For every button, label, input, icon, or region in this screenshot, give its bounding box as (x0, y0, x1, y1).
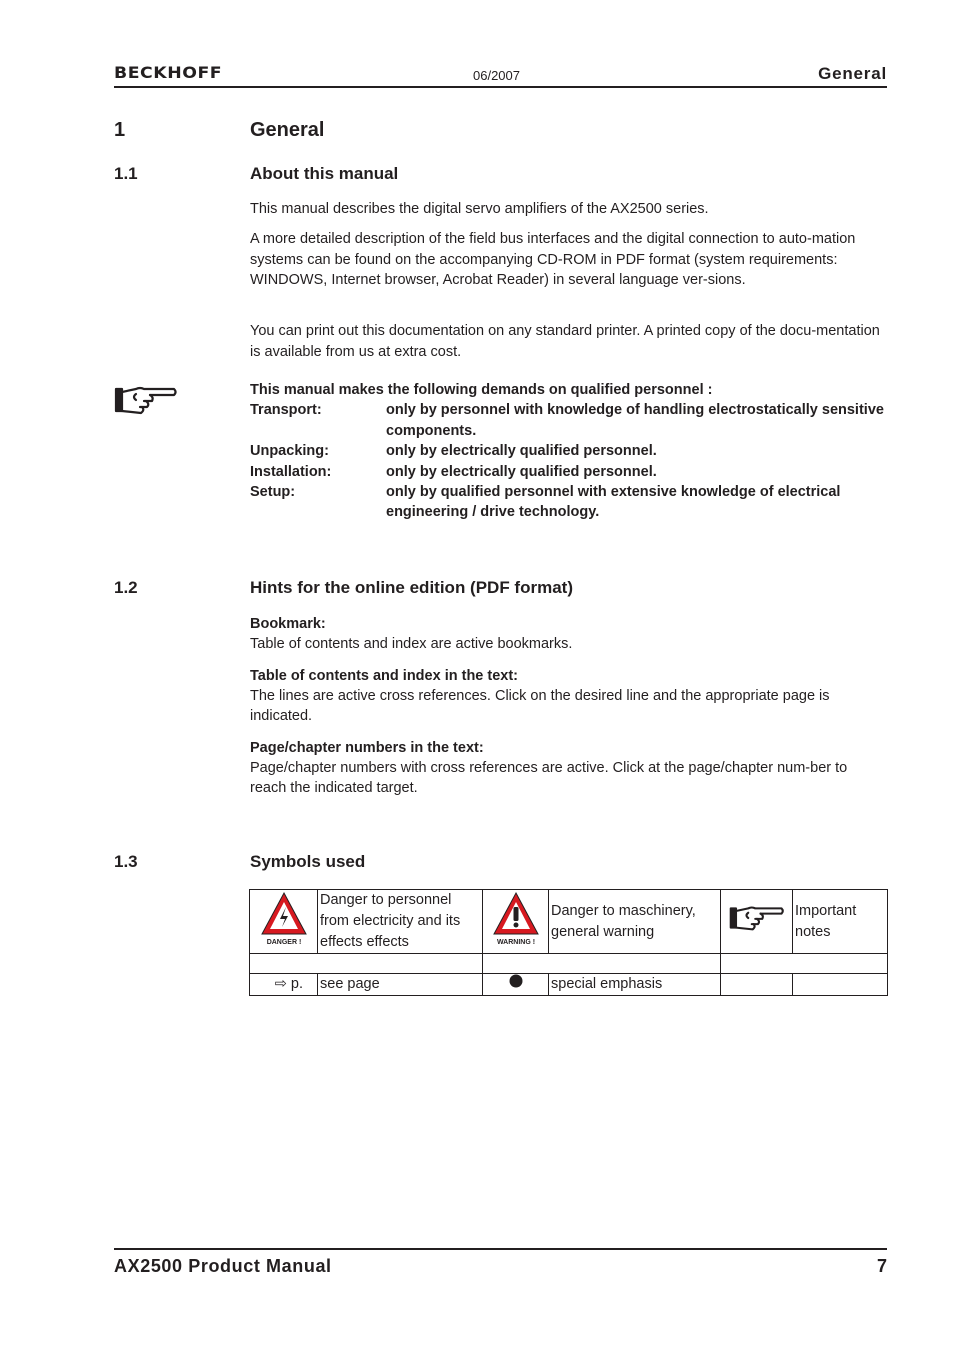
paragraph: This manual describes the digital servo amplifiers of the AX2500 series. (250, 201, 709, 217)
header-section: General (818, 64, 887, 83)
page-number: 7 (876, 1256, 887, 1276)
qualified-personnel-note (250, 380, 886, 523)
header-date: 06/2007 (473, 68, 520, 83)
hint-block: Bookmark: Table of contents and index are active bookmarks. (250, 616, 573, 652)
brand-logo: BECKHOFF (114, 63, 223, 82)
chapter-title: General (250, 119, 325, 141)
page-ref-description: see page (318, 974, 483, 996)
empty-cell (793, 974, 888, 996)
header-rule (114, 86, 887, 88)
paragraph: A more detailed description of the field bus interfaces and the digital connection to auto-mation systems can be found on the accompanying CD-ROM in PDF format (system requirements: WINDOWS, Internet browser, Acrobat Reader) in several language ver-sions. (250, 231, 856, 289)
hint-block: Table of contents and index in the text: The lines are active cross references. Click on the desired line and the appropriate page is indicated. (250, 668, 830, 724)
section-title: Hints for the online edition (PDF format) (250, 578, 573, 597)
section-number: 1.3 (114, 852, 138, 871)
important-notes-icon (721, 890, 793, 954)
pointing-hand-icon (114, 383, 178, 422)
svg-text:DANGER !: DANGER ! (266, 939, 301, 946)
danger-icon (250, 890, 318, 954)
section-number: 1.1 (114, 164, 138, 183)
footer-rule (114, 1248, 887, 1250)
note-item: Unpacking: only by electrically qualified personnel. (250, 443, 657, 460)
chapter-number: 1 (114, 119, 126, 141)
danger-description: Danger to personnel from electricity and its effects effects (318, 890, 483, 954)
section-title: Symbols used (250, 852, 366, 871)
bullet-description: special emphasis (549, 974, 721, 996)
warning-icon (483, 890, 549, 954)
important-notes-description: Important notes (793, 890, 888, 954)
note-intro: This manual makes the following demands on qualified personnel : (250, 382, 713, 398)
section-title: About this manual (250, 164, 399, 183)
note-item: Installation: only by electrically qualified personnel. (250, 463, 657, 480)
footer-title: AX2500 Product Manual (114, 1256, 332, 1276)
note-item: Setup: only by qualified personnel with extensive knowledge of electrical engineering / drive technology. (250, 484, 841, 521)
empty-cell (721, 974, 793, 996)
table-spacer-row (250, 954, 888, 974)
bullet-icon (483, 974, 549, 996)
symbols-table (249, 889, 888, 996)
hint-block: Page/chapter numbers in the text: Page/chapter numbers with cross references are active. Click at the page/chapter num-ber to reach the indicated target. (250, 740, 848, 796)
warning-description: Danger to maschinery, general warning (549, 890, 721, 954)
paragraph: You can print out this documentation on any standard printer. A printed copy of the docu-mentation is available from us at extra cost. (250, 323, 880, 360)
note-item: Transport: only by personnel with knowledge of handling electrostatically sensitive components. (250, 402, 884, 439)
svg-text:WARNING !: WARNING ! (496, 939, 535, 946)
section-number: 1.2 (114, 578, 138, 597)
page-ref-symbol: ⇨ p. (250, 974, 318, 996)
